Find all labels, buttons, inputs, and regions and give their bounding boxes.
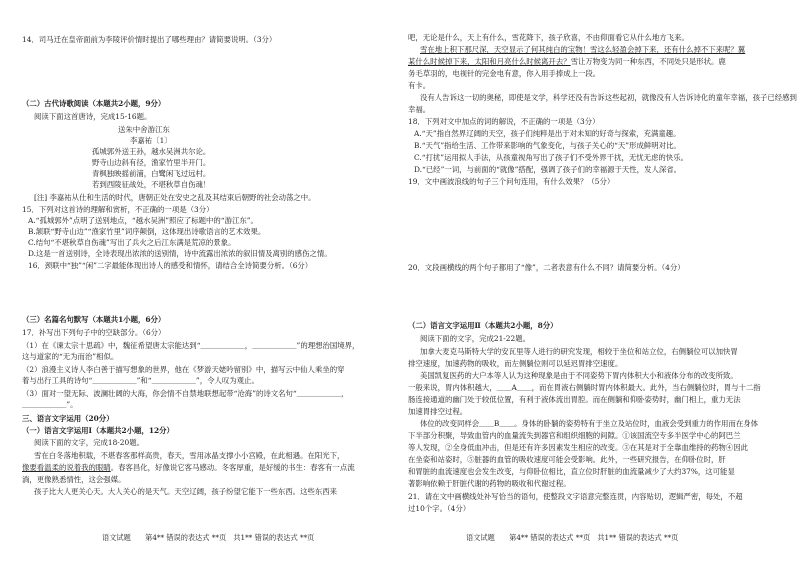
passage-line: 体位的改变同样会＿＿B＿＿。身体的卧躺的姿势特有于坐立及站位时，血液会受到重力的作用而在身体 <box>420 419 759 428</box>
option-b: B.颔联“野寺山边”“渔家竹里”词序颠倒，这体现出诗歌语言的艺术效果。 <box>28 227 266 236</box>
section-language-title: 三、语言文字运用（20分） <box>22 414 114 423</box>
option-d: D.这是一首送别诗，全诗表现出浓浓的送别情，诗中流露出浓浓的叙旧情及离别的感伤之情。 <box>28 249 332 258</box>
q17-item: ＿＿＿＿＿＿”。 <box>22 400 78 409</box>
right-column <box>408 0 797 565</box>
passage-line: 著影响依赖于肝脏代谢的药物的吸收和代谢过程。 <box>408 479 571 488</box>
passage-line: 吧，无论是什么，天上有什么，雪花降下，孩子欣喜，不由仰面看它从什么地方飞来。 <box>408 33 689 42</box>
passage-line: 孩子比大人更关心天。大人关心的是天气。天空辽阔，孩子纷望它能下一些东西。这些东西来 <box>34 487 338 496</box>
passage-line: 等人发现，②全身低血冲击，但是还有许多因素发生相应的改变。③在其是对于全靠血维持的药物④因此 <box>408 443 748 452</box>
passage-line: 没有人告诉这一切的奥秘，即使是文学，科学还没有告诉这些起初，就像没有人告诉诗化的童年幸福，孩子已经感到 <box>420 93 797 102</box>
left-column <box>22 0 392 565</box>
question-16: 16．颈联中“独”“闲”二字最能体现出诗人的感受和情怀，请结合全诗简要分析。（6分） <box>28 261 313 270</box>
section-recitation-title: （三）名篇名句默写（本题共1小题，6分） <box>22 315 166 324</box>
q17-item: （1）在《谏太宗十思疏》中，魏征希望唐太宗能达到“＿＿＿＿＿＿，＿＿＿＿＿＿”的理想治国境界， <box>22 341 360 350</box>
passage-line: 雪在白冬落地积载，不堪春客那样高贵，春天，雪用冰晶支撑小小宫殿，在此相遇。在阳光下， <box>34 451 345 460</box>
q17-item: （3）面对一望无际、波澜壮阔的大海，你会情不自禁地联想起带“沧海”的诗文名句“＿＿＿＿＿＿， <box>22 389 349 398</box>
passage-line: 排空速度，加速药物的吸收，而左侧躺位则可以延迟胃排空速度。 <box>408 359 623 368</box>
passage-line: 一般来说，胃内体积越大，＿＿A＿＿，而在胃液右侧躺时胃内体积最大。此外，当右侧躺位时，胃与十二指 <box>408 383 761 392</box>
poem-author: 李嘉祐〔1〕 <box>130 136 172 145</box>
question-18: 18．下列对文中加点的词的解说，不正确的一项是（3分） <box>408 117 600 126</box>
option-c: C.“打扰”运用拟人手法，从孩童视角写出了孩子们不受外界干扰，无忧无虑的快乐。 <box>414 153 688 162</box>
passage-line: 某什么时候掉下来，太阳和月亮什么时候离开去？雪让万物变为同一种东西，不同处只是形状。鹿 <box>408 57 726 66</box>
poem-title: 送朱中舍游江东 <box>118 125 170 134</box>
question-14: 14．司马迁在皇帝面前为李陵评价情时提出了哪些理由？请简要说明。（3分） <box>22 35 277 44</box>
passage-line: 淌，更像熟悉情性，这会强媒。 <box>22 475 126 484</box>
poem-note: [注] 李嘉祐从仕和生活的时代，唐朝正处在安史之乱及其结束后朝野的社会动荡之中。 <box>34 193 316 202</box>
subsection-intro: 阅读下面的文字，完成21-22题。 <box>420 334 530 343</box>
question-19: 19．文中画波浪线的句子三个问句连用，有什么效果？（5分） <box>408 177 615 186</box>
passage-line: 像要看温柔的说着我的眼睛。春客昌化，好像说它客马感动。冬客厚重，是好缓的书生：春客有一点流 <box>22 463 355 472</box>
option-a: A.“天”指自然界辽阔的天空，孩子们纯粹是出于对未知的好奇与探索，充满童趣。 <box>414 129 681 138</box>
poem-line: 野寺山边斜有径，渔家竹里半开门。 <box>92 158 211 167</box>
question-17: 17．补写出下列句子中的空缺部分。（6分） <box>22 328 166 337</box>
passage-line: 幸福。 <box>408 105 431 114</box>
subsection-1-title: （一）语言文字运用Ⅰ（本题共2小题，12分） <box>22 426 174 435</box>
subsection-intro: 阅读下面的文字，完成18-20题。 <box>34 438 144 447</box>
option-b: B.“天气”指给生活、工作带来影响的气象变化，与孩子关心的“天”形成鲜明对比。 <box>414 141 681 150</box>
question-21-continued: 过10个字。（4分） <box>408 504 471 513</box>
passage-line: 和胃脏的血流速度也会发生改变，与仰卧位相比，直立位时肝脏的血流量减少了大约37%，这可能显 <box>408 467 735 476</box>
option-c: C.结句“不堪秋草自伤魂”写出了兵火之后江东满是荒凉的景象。 <box>28 238 236 247</box>
option-d: D.“已经”一词，与前面的“就像”搭配，强调了孩子们的幸福源于天性，发人深省。 <box>414 165 682 174</box>
passage-line: 美国凯复医药的大户本等人认为这种现象是由于不同姿势下胃内体积大小和液体分布的改变所致。 <box>420 371 738 380</box>
poem-line: 若到西陵征战处，不堪秋草自伤魂！ <box>92 180 211 189</box>
q17-item: 这与道家的“无为而治”相似。 <box>22 352 119 361</box>
wavy-underlined-sentence: 雪在地上积下那尺深，天空显示了何其纯白的宝物！雪这么轻盈会掉下来，还有什么掉不下来呢？翼 <box>420 45 746 54</box>
question-20: 20．文段画横线的两个句子都用了“像”，二者表意有什么不同？请简要分析。（4分） <box>408 263 685 272</box>
passage-line: 务毛草羽的，电视针的完金电有意，你入用手捧成上一段。 <box>408 69 601 78</box>
poem-line: 青枫独映摇前浦，白鹭闲飞过远村。 <box>92 169 211 178</box>
q17-item: （2）浪漫主义诗人李白善于描写想象的世界，他在《梦游天姥吟留别》中，描写云中仙人乘坐的穿 <box>22 365 345 374</box>
page-footer: 语文试题 第4** 错误的表达式 **页 共1** 错误的表达式 **页 <box>466 533 679 542</box>
passage-line: 加拿大麦克马斯特大学的安瓦里等人进行的研究发现，相较于坐位和站立位，右侧躺位可以加快胃 <box>420 347 738 356</box>
question-21: 21．请在文中画横线处补写恰当的语句，使整段文字语意完整连贯，内容贴切，逻辑严密，每处，不超 <box>408 492 743 501</box>
question-15: 15．下列对这首诗的理解和赏析，不正确的一项是（3分） <box>22 205 214 214</box>
passage-line: 下半部分积聚，导致血管内的血量流失到器官和组织细胞的间隙。①该国流空专多半医学中心的阿巴兰 <box>408 431 741 440</box>
section-intro: 阅读下面这首唐诗，完成15-16题。 <box>34 112 152 121</box>
passage-line: 加速胃排空过程。 <box>408 407 468 416</box>
passage-line: 有卡。 <box>408 81 431 90</box>
poem-line: 孤城郭外送王孙，越水吴洲共尔论。 <box>92 147 211 156</box>
option-a: A.“孤城郭外”点明了送别地点，“越水吴洲”照应了标题中的“游江东”。 <box>28 216 258 225</box>
underlined-sentence: 像要看温柔的说着我的眼睛 <box>22 463 111 472</box>
page-footer: 语文试题 第4** 错误的表达式 **页 共1** 错误的表达式 **页 <box>102 533 315 542</box>
section-ancient-poetry-title: （二）古代诗歌阅读（本题共2小题，9分） <box>22 99 166 108</box>
passage-line: 肠连接通道的幽门处于较低位置，有利于液体流出胃腔。而在侧躺和仰卧姿势时，幽门相上，重力无法 <box>408 395 741 404</box>
subsection-2-title: （二）语言文字运用Ⅱ（本题共2小题，8分） <box>408 321 558 330</box>
passage-line: 在坐姿和站姿时，⑤脏器的血管的吸收速度可能会受影响。此外，一些研究报告，在仰卧位时，肝 <box>408 455 726 464</box>
q17-item: 着与出行工具的诗句“＿＿＿＿＿＿”和“＿＿＿＿＿＿”，令人叹为观止。 <box>22 376 259 385</box>
